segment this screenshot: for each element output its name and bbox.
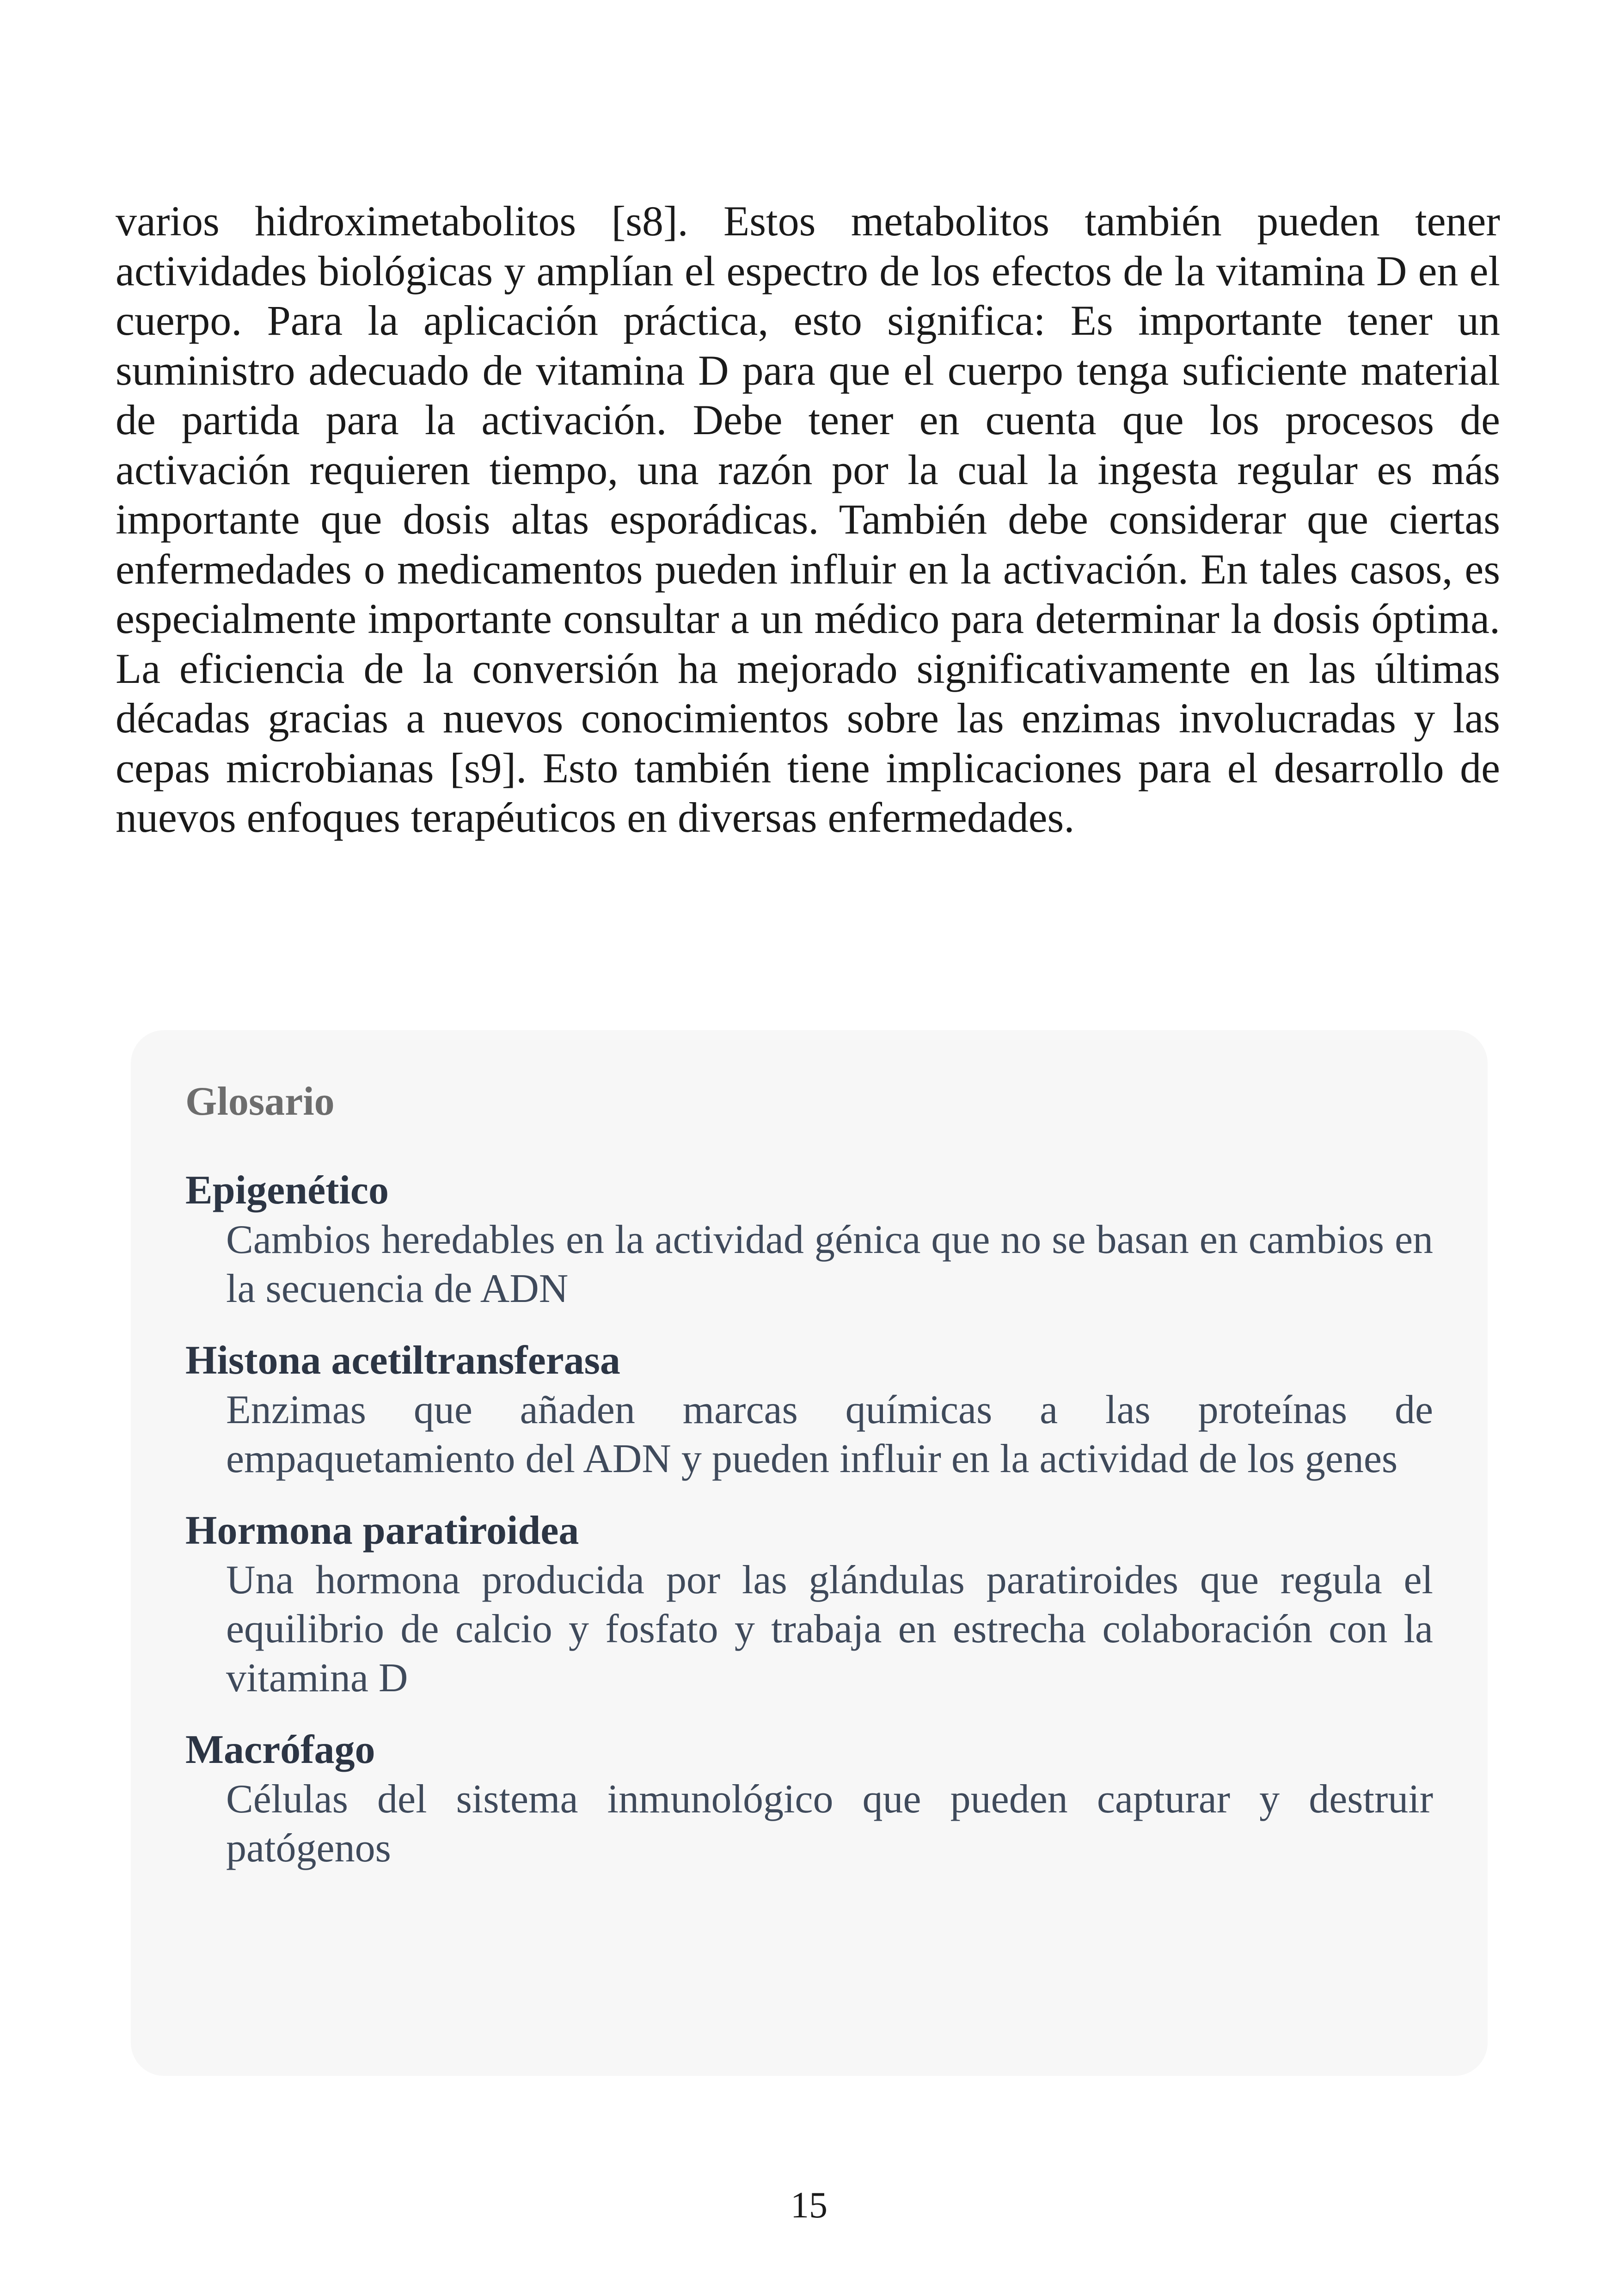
page-number: 15 <box>791 2185 827 2226</box>
glossary-entry <box>185 1166 1433 1314</box>
glossary-entry <box>185 1506 1433 1703</box>
body-paragraph: varios hidroximetabolitos [s8]. Estos metabolitos también pueden tener actividades biológicas y amplían el espectro de los efectos de la vitamina D en el cuerpo. Para la aplicación práctica, esto significa: Es importante tener un suministro adecuado de vitamina D para que el cuerpo tenga suficiente material de partida para la activación. Debe tener en cuenta que los procesos de activación requieren tiempo, una razón por la cual la ingesta regular es más importante que dosis altas esporádicas. También debe considerar que ciertas enfermedades o medicamentos pueden influir en la activación. En tales casos, es especialmente importante consultar a un médico para determinar la dosis óptima. La eficiencia de la conversión ha mejorado significativamente en las últimas décadas gracias a nuevos conocimientos sobre las enzimas involucradas y las cepas microbianas [s9]. Esto también tiene implicaciones para el desarrollo de nuevos enfoques terapéuticos en diversas enfermedades. <box>116 197 1500 841</box>
glossary-title: Glosario <box>185 1079 335 1124</box>
glossary-entry <box>185 1725 1433 1873</box>
glossary-box <box>131 1030 1488 2076</box>
glossary-term: Hormona paratiroidea <box>185 1508 579 1553</box>
glossary-definition: Cambios heredables en la actividad génica que no se basan en cambios en la secuencia de ADN <box>226 1217 1433 1311</box>
glossary-term: Histona acetiltransferasa <box>185 1338 620 1383</box>
glossary-term: Macrófago <box>185 1727 375 1772</box>
glossary-definition: Enzimas que añaden marcas químicas a las proteínas de empaquetamiento del ADN y pueden influir en la actividad de los genes <box>226 1387 1433 1481</box>
glossary-term: Epigenético <box>185 1168 389 1213</box>
glossary-entry <box>185 1336 1433 1484</box>
glossary-definition: Células del sistema inmunológico que pueden capturar y destruir patógenos <box>226 1777 1433 1871</box>
glossary-definition: Una hormona producida por las glándulas paratiroides que regula el equilibrio de calcio y fosfato y trabaja en estrecha colaboración con la vitamina D <box>226 1558 1433 1701</box>
